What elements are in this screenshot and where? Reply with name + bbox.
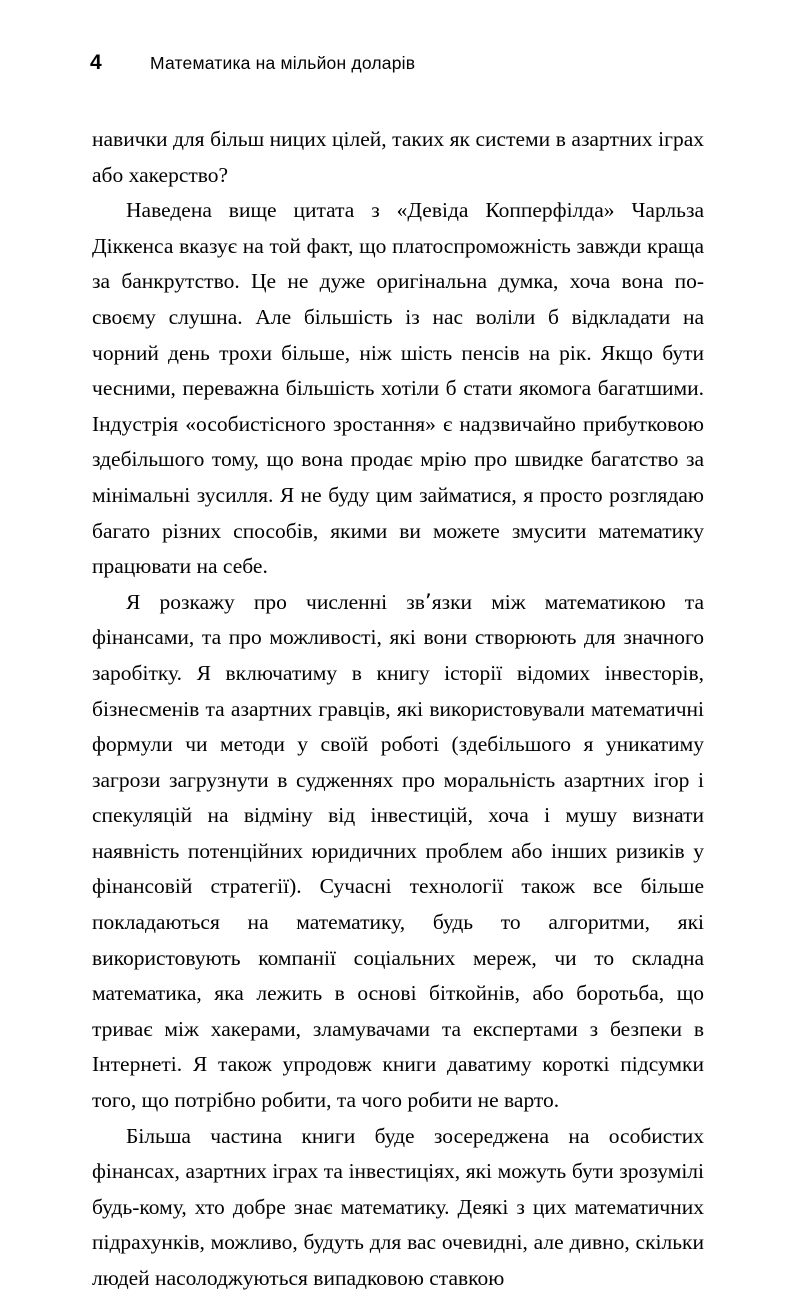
- paragraph: Я розкажу про численні зв՚язки між математикою та фінансами, та про можливості, які вони створюють для значного заробітку. Я включатиму в книгу історії відомих інвесторів, бізнесменів та азартних гравців, які використовували математичні формули чи методи у своїй роботі (здебільшого я уникатиму загрози загрузнути в судженнях про моральність азартних ігор і спекуляцій на відміну від інвестицій, хоча і мушу визнати наявність потенційних юридичних проблем або інших ризиків у фінансовій стратегії). Сучасні технології також все більше покладаються на математику, будь то алгоритми, які використовують компанії соціальних мереж, чи то складна математика, яка лежить в основі біткойнів, або боротьба, що триває між хакерами, зламувачами та експертами з безпеки в Інтернеті. Я також упродовж книги даватиму короткі підсумки того, що потрібно робити, та чого робити не варто.: [92, 589, 704, 1113]
- book-title: Математика на мільйон доларів: [150, 53, 416, 73]
- paragraph: Більша частина книги буде зосереджена на особистих фінансах, азартних іграх та інвестиціях, які можуть бути зрозумілі будь-кому, хто добре знає математику. Деякі з цих математичних підрахунків, можливо, будуть для вас очевидні, але дивно, скільки людей насолоджуються випадковою ставкою: [92, 1123, 704, 1290]
- paragraph: навички для більш ницих цілей, таких як системи в азартних іграх або хакерство?: [92, 127, 704, 187]
- page-number: 4: [90, 51, 102, 74]
- paragraph: Наведена вище цитата з «Девіда Копперфілда» Чарльза Діккенса вказує на той факт, що платоспроможність завжди краща за банкрутство. Це не дуже оригінальна думка, хоча вона по-своєму слушна. Але більшість із нас воліли б відкладати на чорний день трохи більше, ніж шість пенсів на рік. Якщо бути чесними, переважна більшість хотіли б стати якомога багатшими. Індустрія «особистісного зростання» є надзвичайно прибутковою здебільшого тому, що вона продає мрію про швидке багатство за мінімальні зусилля. Я не буду цим займатися, я просто розглядаю багато різних способів, якими ви можете змусити математику працювати на себе.: [92, 198, 704, 579]
- body-text: [92, 122, 704, 1297]
- running-head: [90, 52, 705, 82]
